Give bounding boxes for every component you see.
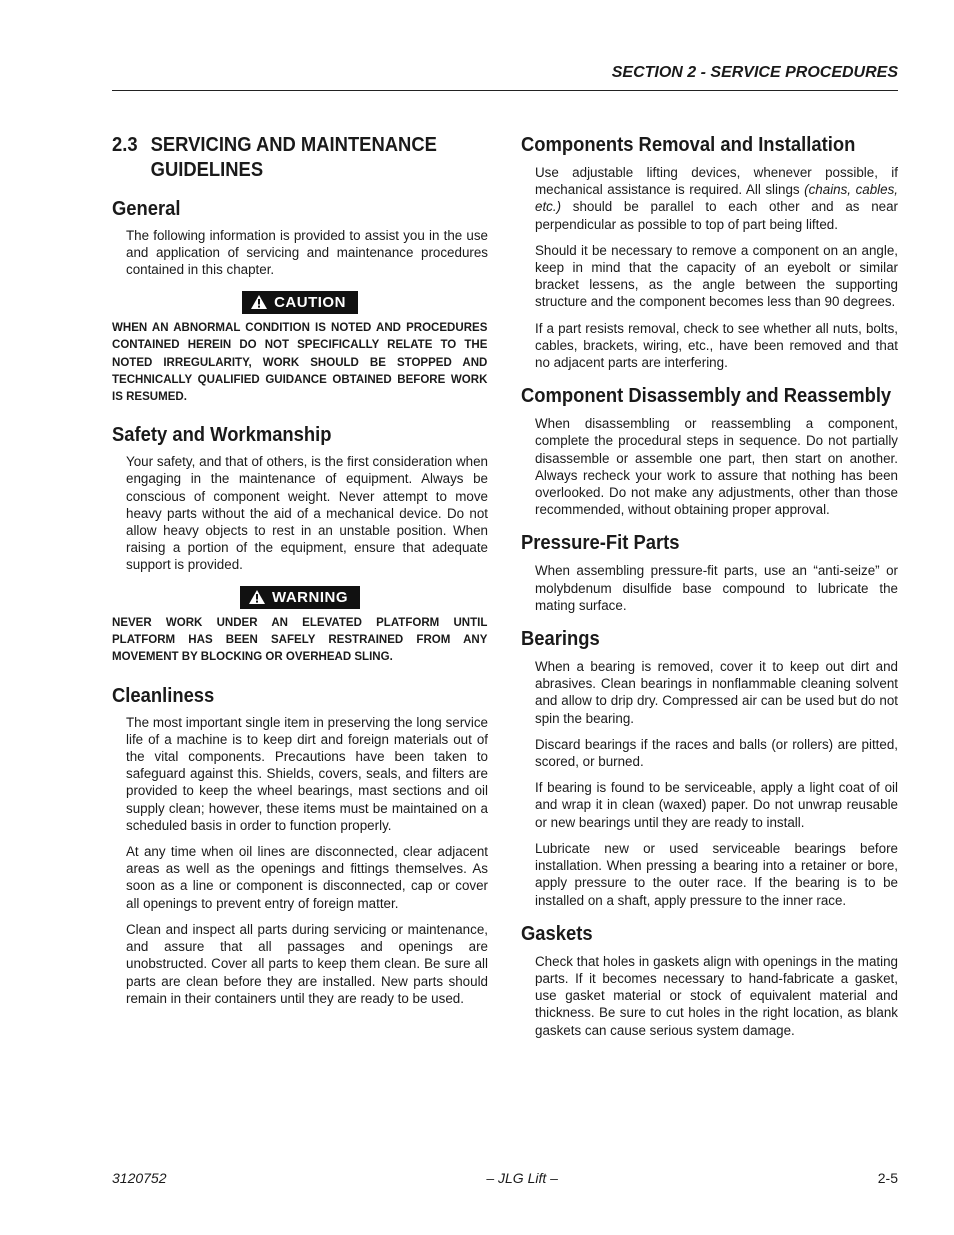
section-title-text: SERVICING AND MAINTENANCE GUIDELINES [150,134,437,181]
caution-text: WHEN AN ABNORMAL CONDITION IS NOTED AND PROCEDURES CONTAINED HEREIN DO NOT SPECIFICALLY RELATE TO THE NOTED IRREGULARITY, WORK SHOULD BE STOPPED AND TECHNICALLY QUALIFIED GUIDANCE OBTAINED BEFORE WORK IS RESUMED. [112,320,488,403]
removal-paragraph-2: Should it be necessary to remove a component on an angle, keep in mind that the capacity of an eyebolt or similar bracket lessens, as the angle between the supporting structure and the component becomes less than 90 degrees. [535,242,898,310]
section-pressure-fit [521,531,898,614]
heading-gaskets: Gaskets [521,922,593,945]
page-number: 2-5 [877,1170,898,1186]
heading-general: General [112,198,181,220]
heading-cleanliness: Cleanliness [112,684,215,707]
heading-bearings: Bearings [521,628,600,651]
section-bearings [521,627,898,909]
bearings-paragraph-4: Lubricate new or used serviceable bearings before installation. When pressing a bearing into a retainer or bore, apply pressure to the outer race. If the bearing is to be installed on a shaft, apply pressure to the inner race. [535,840,898,908]
warning-triangle-icon [250,294,268,310]
cleanliness-paragraph-3: Clean and inspect all parts during servicing or maintenance, and assure that all passages and openings are unobstructed. Cover all parts to keep them clean. Be sure all parts are clean before they are installed. New parts should remain in their containers until they are ready to be used. [126,921,488,1006]
footer-brand: – JLG Lift – [486,1170,558,1186]
safety-paragraph: Your safety, and that of others, is the first consideration when engaging in the maintenance of equipment. Always be conscious of component weight. Never attempt to move heavy parts without the aid of a mechanical device. Do not allow heavy objects to rest in an unstable position. When raising a portion of the equipment, ensure that adequate support is provided. [126,454,488,573]
section-title [112,133,458,183]
heading-removal: Components Removal and Installation [521,134,856,156]
removal-paragraph-1: Use adjustable lifting devices, whenever possible, if mechanical assistance is required. All slings (chains, cables, etc.) should be parallel to each other and as near perpendicular as possible to top of part being lifted. [535,165,898,232]
section-disassembly [521,384,898,518]
section-gaskets [521,922,898,1039]
general-paragraph: The following information is provided to assist you in the use and application of servicing and maintenance procedures contained in this chapter. [126,228,488,278]
left-column [112,133,488,1016]
cleanliness-paragraph-1: The most important single item in preserving the long service life of a machine is to keep dirt and foreign materials out of the vital components. Precautions have been taken to safeguard against this. Shields, covers, seals, and filters are provided to keep the wheel bearings, mast sections and oil supply clean; however, these items must be maintained on a scheduled basis in order to function properly. [126,714,488,833]
section-removal [521,133,898,371]
bearings-paragraph-1: When a bearing is removed, cover it to keep out dirt and abrasives. Clean bearings in nonflammable cleaning solvent and allow to drip dry. Compressed air can be used but do not spin the bearing. [535,659,898,726]
warning-badge [240,586,360,609]
pressure-fit-paragraph: When assembling pressure-fit parts, use an “anti-seize” or molybdenum disulfide base compound to lubricate the mating surface. [535,563,898,613]
right-column [521,133,898,1052]
warning-badge-row [112,586,488,611]
warning-text: NEVER WORK UNDER AN ELEVATED PLATFORM UNTIL PLATFORM HAS BEEN SAFELY RESTRAINED FROM ANY MOVEMENT BY BLOCKING OR OVERHEAD SLING. [112,615,488,664]
gaskets-paragraph: Check that holes in gaskets align with openings in the mating parts. If it becomes necessary to hand-fabricate a gasket, use gasket material or stock of equivalent material and thickness. Be sure to cut holes in the right location, as blank gaskets can cause serious system damage. [535,953,898,1038]
caution-badge-row [112,291,488,316]
disassembly-paragraph: When disassembling or reassembling a component, complete the procedural steps in sequence. Do not partially disassemble or assemble one part, then start on another. Always recheck your work to assure that nothing has been overlooked. Do not make any adjustments, other than those recommended, without obtaining proper approval. [535,416,898,518]
bearings-paragraph-3: If bearing is found to be serviceable, apply a light coat of oil and wrap it in clean (waxed) paper. Do not unwrap reusable or new bearings until they are ready to install. [535,780,898,830]
cleanliness-paragraph-2: At any time when oil lines are disconnected, clear adjacent areas as well as the openings and fittings themselves. As soon as a line or component is disconnected, cap or cover all openings to prevent entry of foreign matter. [126,844,488,911]
caution-badge [242,291,358,314]
running-header: SECTION 2 - SERVICE PROCEDURES [611,64,898,81]
caution-label: CAUTION [274,293,346,311]
warning-label: WARNING [272,588,348,606]
heading-disassembly: Component Disassembly and Reassembly [521,385,892,408]
removal-paragraph-3: If a part resists removal, check to see whether all nuts, bolts, cables, brackets, wiring, etc., have been removed and that no adjacent parts are interfering. [535,320,898,371]
heading-safety: Safety and Workmanship [112,424,332,447]
document-number: 3120752 [112,1170,167,1186]
heading-pressure-fit: Pressure-Fit Parts [521,532,680,555]
warning-triangle-icon [248,589,266,605]
bearings-paragraph-2: Discard bearings if the races and balls (or rollers) are pitted, scored, or burned. [535,736,898,770]
section-number: 2.3 [112,134,138,156]
page-footer [112,1170,898,1186]
header-rule [112,90,898,91]
